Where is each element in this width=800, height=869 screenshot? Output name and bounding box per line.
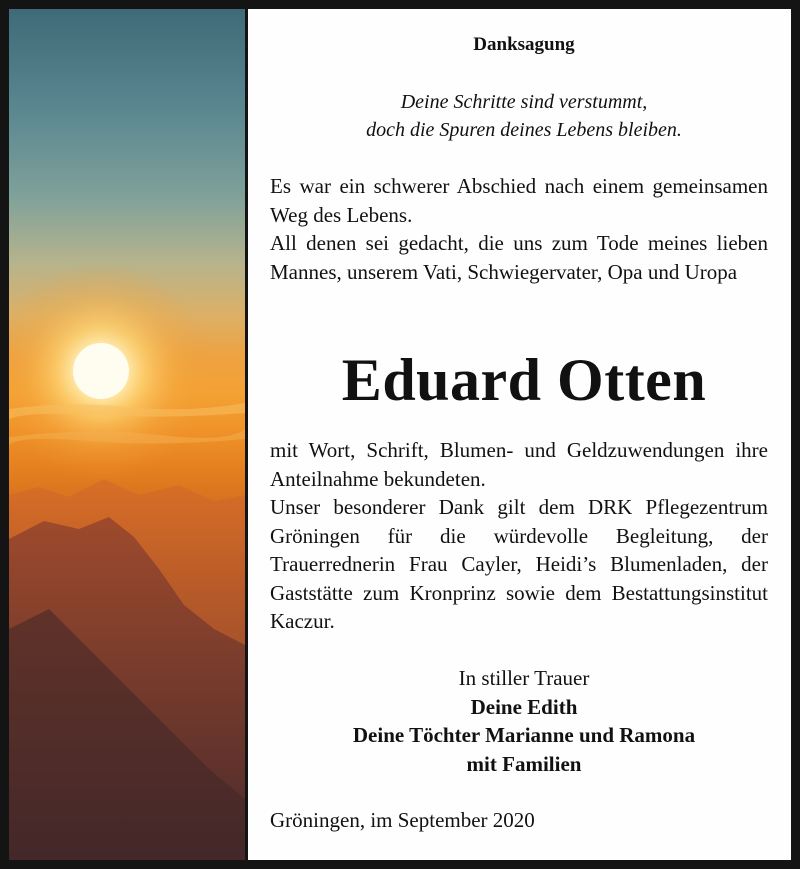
intro-line: All denen sei gedacht, die uns zum Tode meines lieben Mannes, unserem Vati, Schwiegervater, Opa und Uropa <box>270 231 768 284</box>
place-date: Gröningen, im September 2020 <box>270 808 535 832</box>
thanks-paragraph <box>270 436 768 636</box>
deceased-name: Eduard Otten <box>341 347 707 413</box>
motto-line: doch die Spuren deines Lebens bleiben. <box>366 119 682 141</box>
closing-phrase: In stiller Trauer <box>458 666 590 690</box>
intro-paragraph <box>270 172 768 286</box>
image-divider <box>245 9 248 860</box>
signature-block <box>268 664 780 778</box>
signer-name: Deine Töchter Marianne und Ramona <box>352 723 696 747</box>
sunset-mountains-image <box>9 9 245 860</box>
thanks-line: Unser besonderer Dank gilt dem DRK Pflegezentrum Gröningen für die würdevolle Begleitung, der Trauerrednerin Frau Cayler, Heidi’s Blumenladen, der Gaststätte zum Kronprinz sowie dem Bestattungsinstitut Kaczur. <box>270 495 768 633</box>
motto-line: Deine Schritte sind verstummt, <box>400 91 648 113</box>
notice-heading: Danksagung <box>473 34 575 55</box>
signer-name: Deine Edith <box>470 694 578 719</box>
intro-line: Es war ein schwerer Abschied nach einem gemeinsamen Weg des Lebens. <box>270 174 768 227</box>
thanks-line: mit Wort, Schrift, Blumen- und Geldzuwendungen ihre Anteilnahme bekundeten. <box>270 438 768 491</box>
signer-name: mit Familien <box>466 751 582 776</box>
motto-verse <box>268 88 780 144</box>
